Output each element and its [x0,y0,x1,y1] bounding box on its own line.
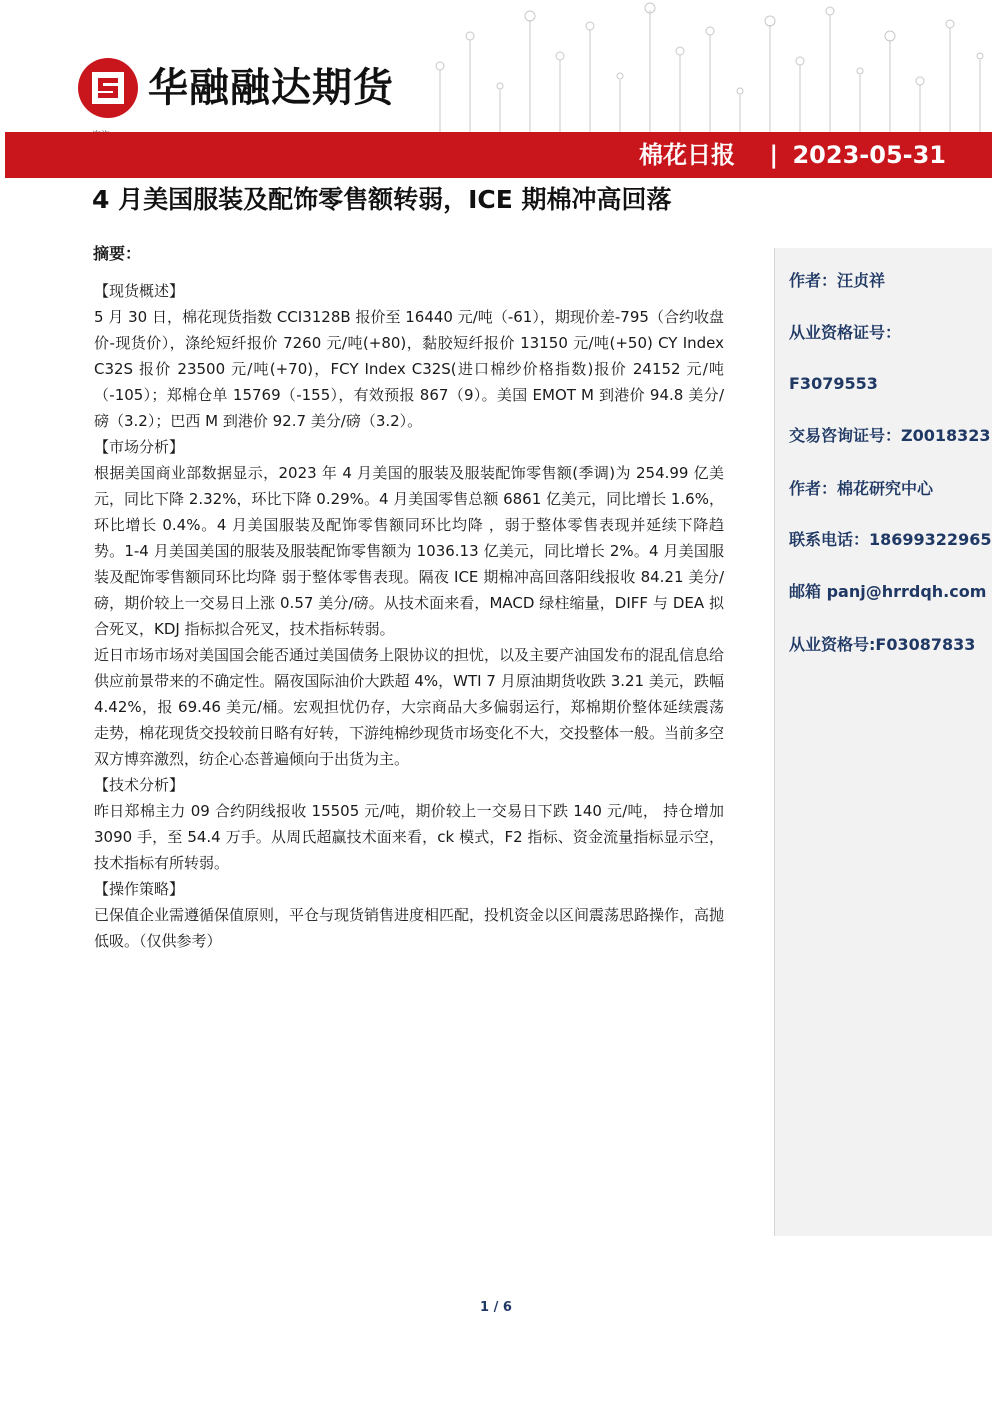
report-type: 棉花日报 [639,141,735,169]
page-number: 1 / 6 [480,1300,512,1315]
qualification-number: F3079553 [789,374,878,393]
qualification-number-2: 从业资格号:F03087833 [789,635,976,654]
section-heading-strategy: 【操作策略】 [94,880,185,898]
section-heading-technical: 【技术分析】 [94,776,185,794]
page-title: 4 月美国服装及配饰零售额转弱，ICE 期棉冲高回落 [92,185,672,214]
header-bar [5,132,992,178]
section-paragraph: 已保值企业需遵循保值原则，平仓与现货销售进度相匹配，投机资金以区间震荡思路操作，高抛低吸。（仅供参考） [94,906,725,950]
header-separator: | [769,141,779,169]
header-bar-text [639,132,946,178]
section-heading-spot: 【现货概述】 [94,282,185,300]
summary-label: 摘要： [93,244,142,263]
section-paragraph: 根据美国商业部数据显示，2023 年 4 月美国的服装及服装配饰零售额(季调)为 254.99 亿美元，同比下降 2.32%，环比下降 0.29%。4 月美国零售总额 6861 亿美元，同比增长 1.6%，环比增长 0.4%。4 月美国服装及配饰零售额同环比均降 ，弱于整体零售表现并延续下降趋势。1-4 月美国美国的服装及服装配饰零售额为 1036.13 亿美元，同比增长 2%。4 月美国服装及配饰零售额同环比均降 弱于整体零售表现。隔夜 ICE 期棉冲高回落阳线报收 84.21 美分/磅，期价较上一交易日上涨 0.57 美分/磅。从技术面来看，MACD 绿柱缩量，DIFF 与 DEA 拟合死叉，KDJ 指标拟合死叉，技术指标转弱。 [94,464,724,638]
contact-phone: 联系电话：18699322965 [789,530,992,549]
author-sidebar [774,248,992,1236]
consult-number: 交易咨询证号：Z0018323 [789,426,991,445]
report-date: 2023-05-31 [792,141,946,169]
contact-email[interactable]: 邮箱 panj@hrrdqh.com [789,582,987,601]
author-team: 作者：棉花研究中心 [789,479,934,498]
header-decoration [430,0,992,135]
section-paragraph: 近日市场市场对美国国会能否通过美国债务上限协议的担忧，以及主要产油国发布的混乱信息给供应前景带来的不确定性。隔夜国际油价大跌超 4%，WTI 7 月原油期货收跌 3.21 美元，跌幅 4.42%，报 69.46 美元/桶。宏观担忧仍存，大宗商品大多偏弱运行，郑棉期价整体延续震荡走势，棉花现货交投较前日略有好转，下游纯棉纱现货市场变化不大，交投整体一般。当前多空双方博弈激烈，纺企心态普遍倾向于出货为主。 [94,646,725,768]
brand-name: 华融融达期货 [148,65,394,111]
section-heading-market: 【市场分析】 [94,438,185,456]
author-name: 作者：汪贞祥 [789,271,886,290]
section-paragraph: 5 月 30 日，棉花现货指数 CCI3128B 报价至 16440 元/吨（-61），期现价差-795（合约收盘价-现货价），涤纶短纤报价 7260 元/吨(+80)，黏胶短纤报价 13150 元/吨(+50) CY Index C32S 报价 23500 元/吨(+70)，FCY Index C32S(进口棉纱价格指数)报价 24152 元/吨（-105）；郑棉仓单 15769（-155），有效预报 867（9）。美国 EMOT M 到港价 94.8 美分/磅（3.2）；巴西 M 到港价 92.7 美分/磅（3.2）。 [94,308,724,430]
report-body [94,278,724,954]
qualification-label: 从业资格证号： [789,323,902,342]
company-logo-icon [76,56,140,120]
section-paragraph: 昨日郑棉主力 09 合约阴线报收 15505 元/吨，期价较上一交易日下跌 140 元/吨， 持仓增加3090 手，至 54.4 万手。从周氏超赢技术面来看，ck 模式，F2 指标、资金流量指标显示空，技术指标有所转弱。 [94,802,724,872]
